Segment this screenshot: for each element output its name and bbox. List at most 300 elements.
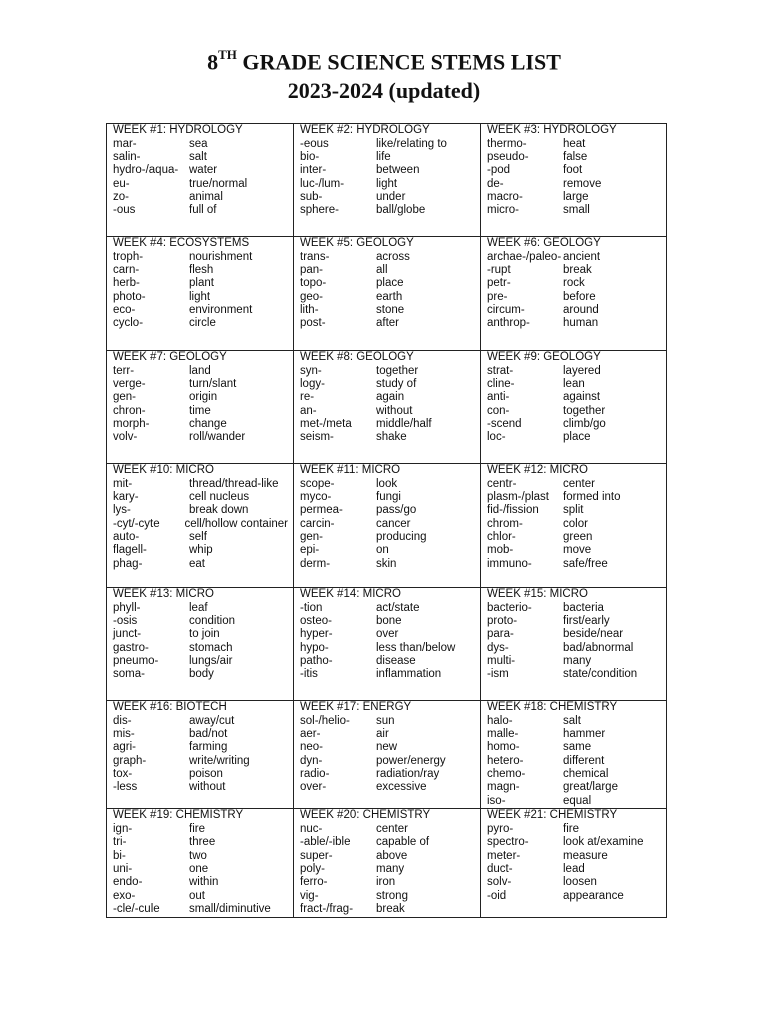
stem-prefix: -cle/-cule <box>113 903 160 916</box>
stem-entry <box>113 405 288 418</box>
week-cell <box>107 351 294 464</box>
week-cell <box>294 351 481 464</box>
stem-prefix: epi- <box>300 544 320 557</box>
stem-prefix: kary- <box>113 490 139 503</box>
stem-entry <box>487 504 661 517</box>
stem-entry <box>487 715 661 728</box>
stem-entry <box>113 628 288 641</box>
stem-meaning: all <box>376 263 388 276</box>
stem-entry <box>300 491 475 504</box>
stem-meaning: write/writing <box>189 754 250 767</box>
stem-prefix: para- <box>487 628 514 641</box>
stem-meaning: before <box>563 290 596 303</box>
stem-prefix: fract-/frag- <box>300 903 354 916</box>
stem-meaning: capable of <box>376 836 430 849</box>
stem-prefix: graph- <box>113 754 147 767</box>
stem-meaning: producing <box>376 531 427 544</box>
stem-prefix: pre- <box>487 290 508 303</box>
stem-entry <box>487 876 661 889</box>
stem-meaning: same <box>563 741 592 754</box>
stem-meaning: hammer <box>563 727 606 740</box>
stem-prefix: myco- <box>300 490 332 503</box>
stem-entry <box>113 558 288 571</box>
stem-meaning: condition <box>189 614 236 627</box>
week-heading: WEEK #13: MICRO <box>113 588 214 600</box>
stem-meaning: earth <box>376 290 403 303</box>
stem-prefix: -able/-ible <box>300 836 351 849</box>
stem-prefix: vig- <box>300 889 319 902</box>
stem-prefix: junct- <box>113 628 142 641</box>
table-row <box>107 588 667 701</box>
stem-meaning: split <box>563 504 584 517</box>
stem-meaning: cell nucleus <box>189 490 250 503</box>
stem-entry <box>487 277 661 290</box>
stem-meaning: equal <box>563 794 592 807</box>
stem-meaning: false <box>563 150 588 163</box>
stem-prefix: super- <box>300 849 333 862</box>
stem-meaning: act/state <box>376 601 420 614</box>
stem-entry <box>113 615 288 628</box>
stem-entry <box>113 151 288 164</box>
stem-meaning: turn/slant <box>189 377 237 390</box>
stem-entry <box>487 518 661 531</box>
stem-entry <box>113 876 288 889</box>
stem-meaning: animal <box>189 191 223 204</box>
stem-meaning: lungs/air <box>189 655 233 668</box>
stem-meaning: color <box>563 517 588 530</box>
stem-entry <box>487 317 661 330</box>
stem-entry <box>113 602 288 615</box>
week-heading: WEEK #17: ENERGY <box>300 701 412 713</box>
stem-prefix: inter- <box>300 164 327 177</box>
stem-entry <box>300 903 475 916</box>
stem-meaning: safe/free <box>563 557 608 570</box>
week-heading: WEEK #19: CHEMISTRY <box>113 809 244 822</box>
stem-meaning: loosen <box>563 876 597 889</box>
stem-entry <box>300 405 475 418</box>
stem-meaning: inflammation <box>376 668 442 681</box>
stem-meaning: flesh <box>189 263 214 276</box>
stem-prefix: petr- <box>487 277 511 290</box>
stem-entry <box>300 728 475 741</box>
stem-entry <box>300 304 475 317</box>
stem-prefix: -oid <box>487 889 507 902</box>
stem-entry <box>300 558 475 571</box>
stem-meaning: iron <box>376 876 396 889</box>
stem-entry <box>487 204 661 217</box>
stem-meaning: nourishment <box>189 250 253 263</box>
stem-meaning: sea <box>189 137 208 150</box>
stem-entry <box>487 251 661 264</box>
stem-entry <box>487 291 661 304</box>
stem-prefix: eco- <box>113 304 136 317</box>
stem-entry <box>487 151 661 164</box>
stem-prefix: dys- <box>487 641 509 654</box>
stem-meaning: three <box>189 836 216 849</box>
stem-entry <box>300 164 475 177</box>
stem-entry <box>113 418 288 431</box>
stem-prefix: neo- <box>300 741 324 754</box>
stem-meaning: without <box>189 781 226 794</box>
stem-prefix: plasm-/plast <box>487 490 549 503</box>
stem-meaning: roll/wander <box>189 431 246 444</box>
stem-prefix: thermo- <box>487 137 527 150</box>
stem-entry <box>113 317 288 330</box>
stem-entry <box>113 655 288 668</box>
stem-entry <box>300 755 475 768</box>
stem-prefix: -ous <box>113 204 136 217</box>
stem-prefix: de- <box>487 177 504 190</box>
week-cell <box>481 124 667 237</box>
stem-entry <box>113 277 288 290</box>
stem-meaning: break down <box>189 504 249 517</box>
stem-meaning: bad/abnormal <box>563 641 634 654</box>
stem-prefix: exo- <box>113 889 136 902</box>
stem-meaning: measure <box>563 849 608 862</box>
stem-prefix: anthrop- <box>487 317 530 330</box>
stem-prefix: -rupt <box>487 263 511 276</box>
stem-meaning: layered <box>563 364 601 377</box>
stem-meaning: great/large <box>563 781 618 794</box>
stem-meaning: new <box>376 741 398 754</box>
stem-prefix: mis- <box>113 727 135 740</box>
week-cell <box>481 351 667 464</box>
week-cell <box>294 809 481 918</box>
stem-prefix: immuno- <box>487 557 532 570</box>
stem-entry <box>487 365 661 378</box>
stem-prefix: poly- <box>300 862 325 875</box>
stem-prefix: sphere- <box>300 204 339 217</box>
stem-prefix: dyn- <box>300 754 323 767</box>
stem-meaning: thread/thread-like <box>189 477 279 490</box>
stem-meaning: environment <box>189 304 253 317</box>
stem-prefix: sol-/helio- <box>300 714 350 727</box>
stem-meaning: place <box>563 431 591 444</box>
stem-meaning: full of <box>189 204 217 217</box>
stem-prefix: chron- <box>113 404 146 417</box>
stem-meaning: away/cut <box>189 714 235 727</box>
stem-meaning: strong <box>376 889 408 902</box>
stem-prefix: chrom- <box>487 517 523 530</box>
stem-entry <box>300 251 475 264</box>
stem-meaning: state/condition <box>563 668 638 681</box>
stem-meaning: origin <box>189 391 218 404</box>
stem-entry <box>487 602 661 615</box>
stem-prefix: halo- <box>487 714 513 727</box>
stem-entry <box>300 741 475 754</box>
stem-entry <box>113 478 288 491</box>
stem-entry <box>300 418 475 431</box>
stem-entry <box>487 418 661 431</box>
stem-meaning: poison <box>189 768 223 781</box>
week-cell <box>481 237 667 351</box>
week-heading: WEEK #15: MICRO <box>487 588 588 600</box>
stems-table <box>106 123 667 918</box>
stem-meaning: fire <box>189 822 205 835</box>
stem-entry <box>487 728 661 741</box>
stem-prefix: an- <box>300 404 317 417</box>
stem-prefix: bacterio- <box>487 601 532 614</box>
stem-entry <box>487 741 661 754</box>
stem-meaning: together <box>376 364 419 377</box>
stem-meaning: center <box>563 477 595 490</box>
stem-meaning: under <box>376 191 406 204</box>
stem-entry <box>113 391 288 404</box>
stem-entry <box>300 431 475 444</box>
stem-entry <box>300 890 475 903</box>
stem-meaning: middle/half <box>376 418 432 431</box>
stem-meaning: different <box>563 754 605 767</box>
stem-entry <box>300 715 475 728</box>
stem-entry <box>113 781 288 794</box>
stem-meaning: water <box>189 164 218 177</box>
stem-meaning: look <box>376 477 398 490</box>
stem-meaning: life <box>376 150 391 163</box>
stem-prefix: mit- <box>113 477 133 490</box>
title-text: GRADE SCIENCE STEMS LIST <box>242 49 561 75</box>
stem-meaning: sun <box>376 714 395 727</box>
stem-prefix: ferro- <box>300 876 328 889</box>
stem-prefix: carcin- <box>300 517 335 530</box>
stem-meaning: one <box>189 862 209 875</box>
stem-entry <box>487 795 661 808</box>
stem-entry <box>300 642 475 655</box>
stem-entry <box>487 890 661 903</box>
stem-prefix: luc-/lum- <box>300 177 345 190</box>
stem-entry <box>113 365 288 378</box>
stem-meaning: formed into <box>563 490 621 503</box>
week-heading: WEEK #7: GEOLOGY <box>113 351 227 363</box>
stem-entry <box>487 138 661 151</box>
stem-entry <box>113 544 288 557</box>
table-row <box>107 237 667 351</box>
stem-prefix: seism- <box>300 431 334 444</box>
stem-entry <box>300 317 475 330</box>
stem-entry <box>113 204 288 217</box>
stem-meaning: over <box>376 628 399 641</box>
stem-entry <box>113 291 288 304</box>
stem-prefix: magn- <box>487 781 520 794</box>
stem-prefix: eu- <box>113 177 130 190</box>
stem-prefix: met-/meta <box>300 418 352 431</box>
stem-prefix: nuc- <box>300 822 323 835</box>
stem-meaning: light <box>189 290 211 303</box>
stem-entry <box>487 191 661 204</box>
stem-prefix: hypo- <box>300 641 329 654</box>
stem-prefix: archae-/paleo- <box>487 250 562 263</box>
stem-entry <box>300 365 475 378</box>
stem-meaning: cancer <box>376 517 411 530</box>
week-cell <box>107 464 294 588</box>
stem-entry <box>487 531 661 544</box>
stem-prefix: fid-/fission <box>487 504 539 517</box>
stem-prefix: bi- <box>113 849 126 862</box>
stem-entry <box>300 291 475 304</box>
stem-entry <box>300 615 475 628</box>
stem-prefix: -less <box>113 781 138 794</box>
stem-prefix: derm- <box>300 557 331 570</box>
stem-prefix: gastro- <box>113 641 149 654</box>
stem-entry <box>487 164 661 177</box>
stem-meaning: circle <box>189 317 216 330</box>
week-heading: WEEK #6: GEOLOGY <box>487 237 601 249</box>
stem-entry <box>300 391 475 404</box>
stem-prefix: geo- <box>300 290 324 303</box>
stem-entry <box>300 518 475 531</box>
stem-entry <box>487 863 661 876</box>
stem-prefix: anti- <box>487 391 510 404</box>
stem-entry <box>113 531 288 544</box>
stem-prefix: dis- <box>113 714 132 727</box>
stem-meaning: above <box>376 849 408 862</box>
stem-prefix: osteo- <box>300 614 332 627</box>
week-cell <box>294 464 481 588</box>
table-row <box>107 701 667 809</box>
stem-meaning: bacteria <box>563 601 604 614</box>
stem-entry <box>113 378 288 391</box>
stem-prefix: morph- <box>113 418 150 431</box>
stem-meaning: bone <box>376 614 402 627</box>
stem-meaning: break <box>563 263 592 276</box>
stem-meaning: against <box>563 391 601 404</box>
stem-prefix: permea- <box>300 504 343 517</box>
stem-entry <box>487 668 661 681</box>
stem-prefix: pan- <box>300 263 324 276</box>
stem-entry <box>487 378 661 391</box>
stem-entry <box>113 668 288 681</box>
stem-prefix: pneumo- <box>113 655 159 668</box>
stem-entry <box>487 850 661 863</box>
stem-meaning: time <box>189 404 211 417</box>
stem-prefix: herb- <box>113 277 140 290</box>
stem-prefix: iso- <box>487 794 506 807</box>
week-heading: WEEK #8: GEOLOGY <box>300 351 414 363</box>
stem-meaning: change <box>189 418 227 431</box>
stem-meaning: within <box>189 876 219 889</box>
stem-prefix: lys- <box>113 504 131 517</box>
stem-prefix: -ism <box>487 668 509 681</box>
table-row <box>107 124 667 237</box>
stem-prefix: bio- <box>300 150 320 163</box>
stem-meaning: fire <box>563 822 579 835</box>
week-heading: WEEK #18: CHEMISTRY <box>487 701 618 713</box>
stem-entry <box>300 781 475 794</box>
stem-entry <box>487 304 661 317</box>
stem-entry <box>300 277 475 290</box>
stem-prefix: phag- <box>113 557 143 570</box>
stem-prefix: -pod <box>487 164 511 177</box>
stem-entry <box>113 850 288 863</box>
stem-entry <box>113 264 288 277</box>
stem-prefix: loc- <box>487 431 506 444</box>
stem-entry <box>113 903 288 916</box>
stem-meaning: to join <box>189 628 220 641</box>
stem-entry <box>300 478 475 491</box>
stem-entry <box>300 836 475 849</box>
week-heading: WEEK #11: MICRO <box>300 464 401 476</box>
stem-prefix: mob- <box>487 544 514 557</box>
stem-prefix: chlor- <box>487 531 516 544</box>
stem-meaning: radiation/ray <box>376 768 440 781</box>
stem-prefix: hetero- <box>487 754 524 767</box>
stem-entry <box>487 781 661 794</box>
stem-entry <box>113 890 288 903</box>
stem-meaning: air <box>376 727 389 740</box>
stem-meaning: pass/go <box>376 504 417 517</box>
stem-prefix: gen- <box>300 531 324 544</box>
week-heading: WEEK #4: ECOSYSTEMS <box>113 237 250 249</box>
stem-meaning: shake <box>376 431 407 444</box>
stem-meaning: rock <box>563 277 585 290</box>
week-cell <box>481 588 667 701</box>
stem-meaning: around <box>563 304 599 317</box>
stem-meaning: eat <box>189 557 205 570</box>
grade-number: 8 <box>207 49 219 75</box>
stem-meaning: appearance <box>563 889 624 902</box>
stem-entry <box>487 628 661 641</box>
grade-superscript: TH <box>218 47 237 62</box>
stem-prefix: volv- <box>113 431 138 444</box>
stem-entry <box>113 741 288 754</box>
stem-meaning: land <box>189 364 211 377</box>
stem-entry <box>113 138 288 151</box>
stem-entry <box>113 642 288 655</box>
stem-meaning: again <box>376 391 405 404</box>
stem-prefix: -tion <box>300 601 323 614</box>
week-cell <box>294 237 481 351</box>
stem-meaning: climb/go <box>563 418 606 431</box>
week-cell <box>294 701 481 809</box>
stem-entry <box>113 823 288 836</box>
stem-meaning: like/relating to <box>376 137 447 150</box>
stem-prefix: con- <box>487 404 510 417</box>
stem-meaning: farming <box>189 741 228 754</box>
stem-entry <box>300 504 475 517</box>
stem-entry <box>300 378 475 391</box>
week-heading: WEEK #21: CHEMISTRY <box>487 809 618 822</box>
stem-prefix: terr- <box>113 364 135 377</box>
stem-entry <box>487 405 661 418</box>
stem-prefix: spectro- <box>487 836 529 849</box>
stem-prefix: salin- <box>113 150 141 163</box>
week-cell <box>107 701 294 809</box>
stem-prefix: troph- <box>113 250 144 263</box>
stem-meaning: leaf <box>189 601 208 614</box>
week-heading: WEEK #12: MICRO <box>487 464 588 476</box>
stem-entry <box>113 715 288 728</box>
stem-entry <box>300 668 475 681</box>
stem-prefix: logy- <box>300 377 325 390</box>
week-heading: WEEK #3: HYDROLOGY <box>487 124 617 136</box>
stem-entry <box>300 544 475 557</box>
stem-meaning: move <box>563 544 592 557</box>
stem-meaning: lean <box>563 377 585 390</box>
stem-meaning: stone <box>376 304 405 317</box>
stem-meaning: self <box>189 531 207 544</box>
stem-meaning: many <box>376 862 405 875</box>
stem-meaning: on <box>376 544 389 557</box>
stem-prefix: gen- <box>113 391 137 404</box>
stem-meaning: disease <box>376 655 416 668</box>
stem-prefix: verge- <box>113 377 146 390</box>
stem-entry <box>300 178 475 191</box>
stem-prefix: proto- <box>487 614 518 627</box>
stem-prefix: ign- <box>113 822 133 835</box>
stem-entry <box>300 628 475 641</box>
stem-meaning: skin <box>376 557 397 570</box>
stem-prefix: photo- <box>113 290 146 303</box>
stem-meaning: true/normal <box>189 177 248 190</box>
